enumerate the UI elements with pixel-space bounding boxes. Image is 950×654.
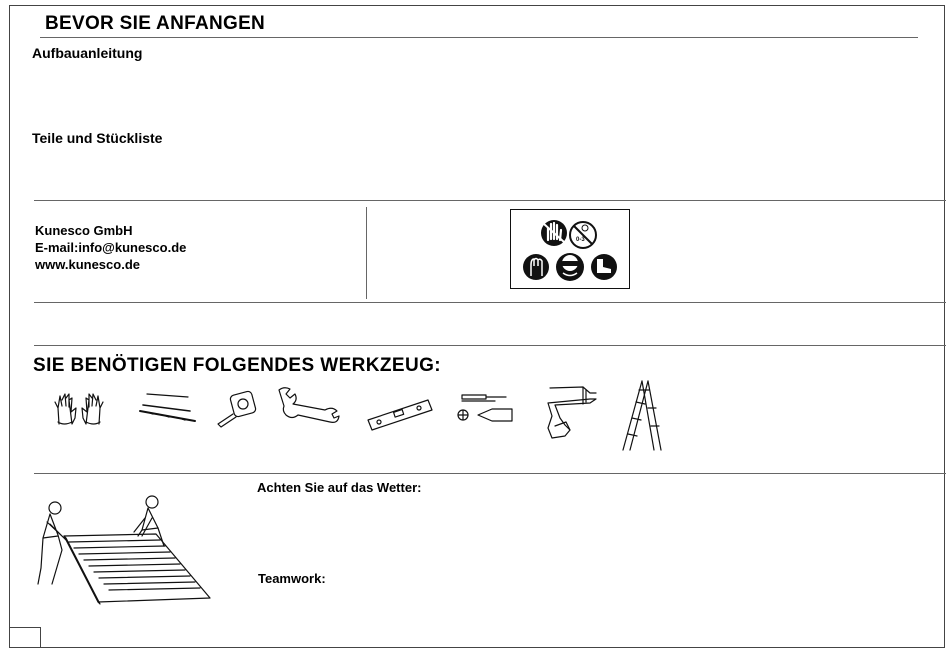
tools-row <box>50 378 680 453</box>
screwdrivers-icon <box>458 395 512 421</box>
company-info <box>35 222 186 273</box>
spirit-level-icon <box>368 400 432 430</box>
teamwork-illustration <box>28 490 218 605</box>
company-name: Kunesco GmbH <box>35 223 133 238</box>
gloves-icon <box>523 254 549 280</box>
divider-vertical <box>366 207 367 299</box>
page-number-box <box>9 627 41 648</box>
assembly-label: Aufbauanleitung <box>32 45 143 61</box>
parts-label: Teile und Stückliste <box>32 130 163 146</box>
no-hand-icon <box>541 220 567 246</box>
age-label: 0-3 <box>576 237 585 243</box>
ladder-icon <box>623 381 661 450</box>
gloves-icon <box>55 394 103 424</box>
divider-top <box>34 200 946 201</box>
wrench-icon <box>279 388 339 423</box>
company-website[interactable]: www.kunesco.de <box>35 257 140 272</box>
divider-bottom <box>34 473 946 474</box>
company-email[interactable]: E-mail:info@kunesco.de <box>35 240 187 255</box>
title-underline <box>40 37 918 38</box>
panel-icon <box>64 534 210 604</box>
boots-icon <box>591 254 617 280</box>
weather-note: Achten Sie auf das Wetter: <box>257 480 422 495</box>
goggles-icon <box>556 253 584 281</box>
person-left-icon <box>38 502 66 584</box>
drill-bits-icon <box>140 394 195 421</box>
teamwork-note: Teamwork: <box>258 571 326 586</box>
divider-middle <box>34 302 946 303</box>
page-title: BEVOR SIE ANFANGEN <box>45 13 266 34</box>
power-drill-icon <box>548 387 596 438</box>
age-restriction-icon <box>570 222 596 248</box>
tools-title: SIE BENÖTIGEN FOLGENDES WERKZEUG: <box>33 355 441 376</box>
tape-measure-icon <box>218 391 256 427</box>
safety-icons-box <box>510 209 630 289</box>
divider-tools-top <box>34 345 946 346</box>
